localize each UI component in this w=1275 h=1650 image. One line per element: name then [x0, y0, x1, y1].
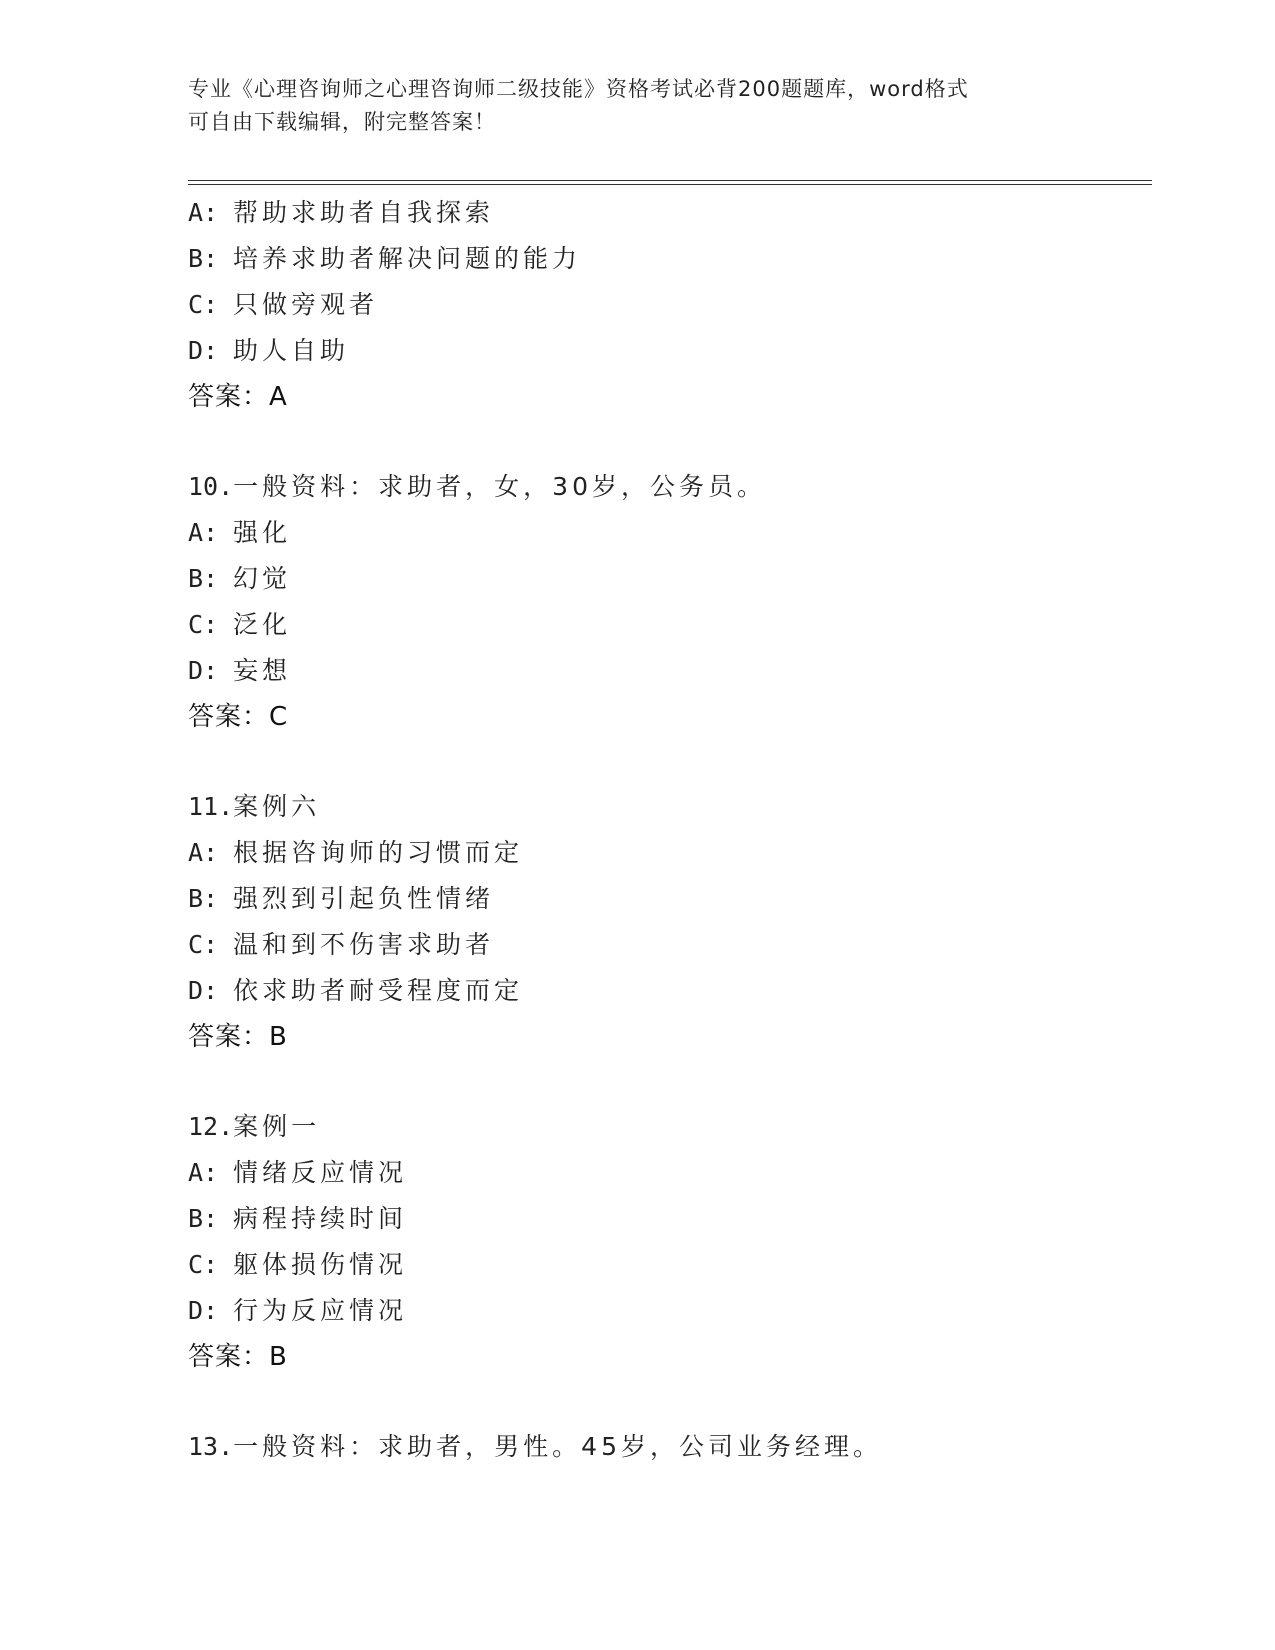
question-number: 13.: [188, 1432, 234, 1461]
option-label: C:: [188, 610, 219, 639]
spacer: [188, 420, 1148, 464]
option-text: 培养求助者解决问题的能力: [233, 244, 582, 273]
option-c: [188, 282, 1148, 328]
option-text: 行为反应情况: [233, 1296, 408, 1325]
option-a: [188, 1150, 1148, 1196]
option-b: [188, 1196, 1148, 1242]
option-a: [188, 190, 1148, 236]
answer-line: 答案：A: [188, 382, 288, 412]
question-number: 12.: [188, 1112, 234, 1141]
question-block-11: [188, 784, 1148, 1060]
option-text: 助人自助: [233, 336, 350, 365]
option-label: D:: [188, 976, 219, 1005]
question-text: 案例一: [233, 1112, 321, 1141]
option-text: 幻觉: [233, 564, 292, 593]
option-text: 温和到不伤害求助者: [233, 930, 495, 959]
option-d: [188, 968, 1148, 1014]
document-header: [188, 73, 1088, 139]
option-a: [188, 510, 1148, 556]
option-text: 躯体损伤情况: [233, 1250, 408, 1279]
option-label: D:: [188, 1296, 219, 1325]
question-stem: [188, 464, 1148, 510]
option-label: C:: [188, 290, 219, 319]
option-label: C:: [188, 1250, 219, 1279]
question-number: 11.: [188, 792, 234, 821]
question-block-9: [188, 190, 1148, 420]
question-stem: [188, 1424, 1148, 1470]
question-stem: [188, 1104, 1148, 1150]
header-divider-bottom: [188, 184, 1152, 185]
option-d: [188, 1288, 1148, 1334]
option-label: A:: [188, 838, 219, 867]
spacer: [188, 1380, 1148, 1424]
header-title-line-1: 专业《心理咨询师之心理咨询师二级技能》资格考试必背200题题库，word格式: [188, 77, 969, 101]
option-label: C:: [188, 930, 219, 959]
answer-line: 答案：C: [188, 702, 289, 732]
header-divider-top: [188, 180, 1152, 181]
option-text: 病程持续时间: [233, 1204, 408, 1233]
option-d: [188, 328, 1148, 374]
question-block-13: [188, 1424, 1148, 1470]
option-label: B:: [188, 884, 219, 913]
option-label: B:: [188, 564, 219, 593]
option-c: [188, 922, 1148, 968]
header-title-line-2: 可自由下载编辑，附完整答案！: [188, 110, 496, 134]
question-text: 一般资料：求助者，女，30岁，公务员。: [233, 472, 766, 501]
option-b: [188, 236, 1148, 282]
option-text: 根据咨询师的习惯而定: [233, 838, 524, 867]
option-c: [188, 602, 1148, 648]
option-text: 强烈到引起负性情绪: [233, 884, 495, 913]
option-text: 妄想: [233, 656, 292, 685]
question-stem: [188, 784, 1148, 830]
question-text: 一般资料：求助者，男性。45岁，公司业务经理。: [233, 1432, 882, 1461]
answer-line: 答案：B: [188, 1022, 288, 1052]
question-text: 案例六: [233, 792, 321, 821]
option-text: 情绪反应情况: [233, 1158, 408, 1187]
option-label: D:: [188, 336, 219, 365]
option-d: [188, 648, 1148, 694]
option-text: 只做旁观者: [233, 290, 379, 319]
option-label: D:: [188, 656, 219, 685]
question-list: [188, 190, 1148, 1470]
spacer: [188, 1060, 1148, 1104]
option-text: 强化: [233, 518, 292, 547]
spacer: [188, 740, 1148, 784]
option-text: 依求助者耐受程度而定: [233, 976, 524, 1005]
option-text: 泛化: [233, 610, 292, 639]
option-label: A:: [188, 198, 219, 227]
option-label: A:: [188, 518, 219, 547]
option-c: [188, 1242, 1148, 1288]
option-b: [188, 876, 1148, 922]
question-number: 10.: [188, 472, 234, 501]
option-a: [188, 830, 1148, 876]
option-b: [188, 556, 1148, 602]
option-label: B:: [188, 1204, 219, 1233]
option-text: 帮助求助者自我探索: [233, 198, 495, 227]
answer-line: 答案：B: [188, 1342, 288, 1372]
option-label: A:: [188, 1158, 219, 1187]
option-label: B:: [188, 244, 219, 273]
question-block-10: [188, 464, 1148, 740]
question-block-12: [188, 1104, 1148, 1380]
